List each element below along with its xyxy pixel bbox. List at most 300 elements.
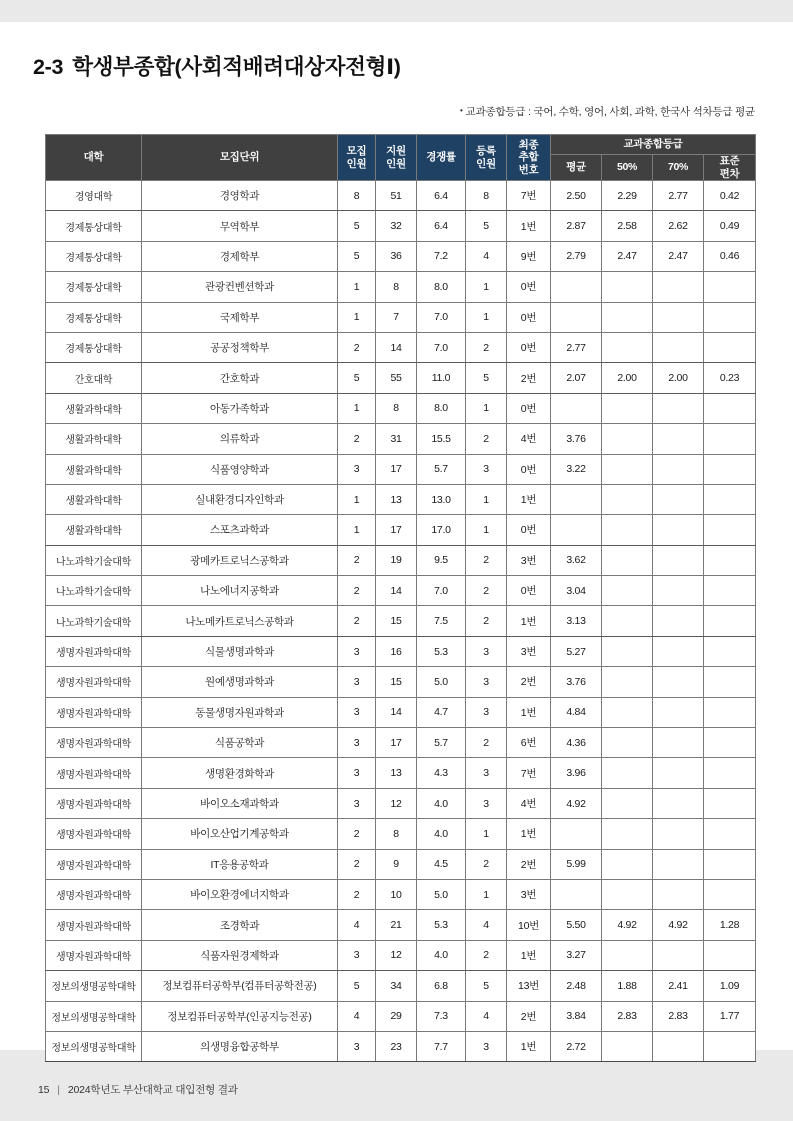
cell-unit: 식물생명과학과 (142, 636, 338, 666)
cell-average (551, 302, 602, 332)
cell-ratio: 6.4 (417, 181, 466, 211)
cell-applicants: 8 (376, 272, 417, 302)
cell-final-waitlist: 0번 (507, 576, 551, 606)
cell-final-waitlist: 1번 (507, 697, 551, 727)
cell-p50 (602, 879, 653, 909)
table-row (46, 363, 756, 393)
column-header-unit: 모집단위 (142, 135, 338, 181)
column-header-p50: 50% (602, 155, 653, 181)
cell-enrolled: 5 (466, 363, 507, 393)
cell-applicants: 17 (376, 728, 417, 758)
cell-university: 정보의생명공학대학 (46, 1031, 142, 1061)
cell-university: 생활과학대학 (46, 454, 142, 484)
cell-average: 3.76 (551, 424, 602, 454)
cell-university: 나노과학기술대학 (46, 576, 142, 606)
cell-university: 생활과학대학 (46, 515, 142, 545)
cell-p70 (653, 393, 704, 423)
cell-quota: 2 (338, 424, 376, 454)
cell-applicants: 34 (376, 971, 417, 1001)
cell-average: 3.84 (551, 1001, 602, 1031)
cell-final-waitlist: 0번 (507, 302, 551, 332)
column-header-applicants-line2: 인원 (386, 157, 406, 170)
cell-final-waitlist: 4번 (507, 424, 551, 454)
cell-stdev (704, 758, 756, 788)
cell-p70: 2.77 (653, 181, 704, 211)
table-row (46, 454, 756, 484)
cell-university: 생명자원과학대학 (46, 940, 142, 970)
cell-university: 생명자원과학대학 (46, 849, 142, 879)
cell-stdev (704, 819, 756, 849)
cell-quota: 2 (338, 606, 376, 636)
cell-enrolled: 3 (466, 667, 507, 697)
cell-final-waitlist: 7번 (507, 181, 551, 211)
cell-final-waitlist: 7번 (507, 758, 551, 788)
cell-p70: 2.83 (653, 1001, 704, 1031)
cell-quota: 1 (338, 272, 376, 302)
cell-ratio: 15.5 (417, 424, 466, 454)
cell-stdev: 0.42 (704, 181, 756, 211)
cell-applicants: 19 (376, 545, 417, 575)
cell-p70 (653, 424, 704, 454)
cell-average: 3.27 (551, 940, 602, 970)
cell-average: 3.96 (551, 758, 602, 788)
cell-university: 나노과학기술대학 (46, 545, 142, 575)
cell-stdev (704, 940, 756, 970)
cell-university: 경제통상대학 (46, 302, 142, 332)
cell-applicants: 51 (376, 181, 417, 211)
cell-quota: 3 (338, 454, 376, 484)
cell-final-waitlist: 10번 (507, 910, 551, 940)
cell-stdev: 1.28 (704, 910, 756, 940)
cell-stdev: 1.09 (704, 971, 756, 1001)
cell-stdev (704, 667, 756, 697)
page-title (33, 50, 401, 81)
cell-average (551, 515, 602, 545)
table-row (46, 272, 756, 302)
cell-enrolled: 1 (466, 484, 507, 514)
cell-university: 생명자원과학대학 (46, 636, 142, 666)
cell-university: 생명자원과학대학 (46, 879, 142, 909)
cell-p70 (653, 667, 704, 697)
table-row (46, 393, 756, 423)
cell-unit: 국제학부 (142, 302, 338, 332)
cell-ratio: 4.3 (417, 758, 466, 788)
table-row (46, 819, 756, 849)
table-row (46, 241, 756, 271)
table-row (46, 211, 756, 241)
column-header-final-line3: 번호 (518, 163, 539, 176)
cell-ratio: 7.0 (417, 576, 466, 606)
column-header-average: 평균 (551, 155, 602, 181)
cell-enrolled: 3 (466, 758, 507, 788)
table-row (46, 940, 756, 970)
cell-p70 (653, 697, 704, 727)
column-header-final-line2: 추합 (518, 151, 539, 164)
cell-university: 생활과학대학 (46, 424, 142, 454)
cell-p50: 2.58 (602, 211, 653, 241)
cell-average (551, 819, 602, 849)
cell-applicants: 31 (376, 424, 417, 454)
cell-university: 생명자원과학대학 (46, 910, 142, 940)
cell-average: 2.79 (551, 241, 602, 271)
cell-final-waitlist: 4번 (507, 788, 551, 818)
cell-p70 (653, 515, 704, 545)
table-row (46, 484, 756, 514)
cell-ratio: 7.0 (417, 302, 466, 332)
cell-p70 (653, 576, 704, 606)
cell-stdev (704, 788, 756, 818)
column-header-university: 대학 (46, 135, 142, 181)
table-row (46, 302, 756, 332)
cell-applicants: 12 (376, 940, 417, 970)
cell-p50: 4.92 (602, 910, 653, 940)
cell-stdev (704, 697, 756, 727)
table-row (46, 667, 756, 697)
cell-university: 생활과학대학 (46, 393, 142, 423)
cell-average: 2.07 (551, 363, 602, 393)
cell-quota: 5 (338, 363, 376, 393)
cell-enrolled: 2 (466, 576, 507, 606)
cell-enrolled: 1 (466, 272, 507, 302)
footer-text: 2024학년도 부산대학교 대입전형 결과 (67, 1084, 238, 1096)
cell-p50 (602, 424, 653, 454)
footer-page-number: 15 (38, 1084, 50, 1096)
cell-p50 (602, 515, 653, 545)
cell-unit: 의생명융합공학부 (142, 1031, 338, 1061)
cell-unit: 나노에너지공학과 (142, 576, 338, 606)
cell-applicants: 17 (376, 454, 417, 484)
cell-ratio: 4.0 (417, 819, 466, 849)
cell-applicants: 10 (376, 879, 417, 909)
cell-applicants: 16 (376, 636, 417, 666)
cell-p50 (602, 849, 653, 879)
cell-final-waitlist: 1번 (507, 1031, 551, 1061)
cell-ratio: 11.0 (417, 363, 466, 393)
cell-applicants: 17 (376, 515, 417, 545)
page-footer (38, 1082, 238, 1097)
cell-quota: 4 (338, 1001, 376, 1031)
cell-average: 3.04 (551, 576, 602, 606)
cell-applicants: 21 (376, 910, 417, 940)
cell-average: 5.99 (551, 849, 602, 879)
cell-ratio: 5.7 (417, 454, 466, 484)
cell-p50 (602, 788, 653, 818)
cell-average: 3.13 (551, 606, 602, 636)
cell-unit: 바이오환경에너지학과 (142, 879, 338, 909)
cell-p70: 4.92 (653, 910, 704, 940)
cell-quota: 3 (338, 788, 376, 818)
table-row (46, 849, 756, 879)
table-row (46, 576, 756, 606)
cell-ratio: 17.0 (417, 515, 466, 545)
cell-final-waitlist: 6번 (507, 728, 551, 758)
cell-unit: 조경학과 (142, 910, 338, 940)
cell-unit: 생명환경화학과 (142, 758, 338, 788)
cell-average: 2.87 (551, 211, 602, 241)
cell-unit: 식품영양학과 (142, 454, 338, 484)
cell-p50: 2.47 (602, 241, 653, 271)
cell-quota: 2 (338, 849, 376, 879)
cell-p50 (602, 940, 653, 970)
cell-p50 (602, 454, 653, 484)
column-header-ratio: 경쟁률 (417, 135, 466, 181)
table-header (46, 135, 756, 181)
cell-p70 (653, 788, 704, 818)
column-header-applicants-line1: 지원 (386, 145, 406, 158)
cell-average: 2.48 (551, 971, 602, 1001)
admissions-results-table (45, 134, 756, 1062)
cell-p50 (602, 758, 653, 788)
cell-p70 (653, 484, 704, 514)
column-header-applicants (376, 135, 417, 181)
cell-quota: 2 (338, 332, 376, 362)
cell-average: 4.36 (551, 728, 602, 758)
cell-average: 3.76 (551, 667, 602, 697)
cell-quota: 1 (338, 515, 376, 545)
cell-enrolled: 2 (466, 424, 507, 454)
cell-ratio: 5.0 (417, 667, 466, 697)
footer-separator: | (57, 1084, 60, 1096)
table-row (46, 758, 756, 788)
cell-quota: 3 (338, 697, 376, 727)
cell-enrolled: 1 (466, 515, 507, 545)
cell-quota: 5 (338, 211, 376, 241)
cell-stdev (704, 424, 756, 454)
cell-enrolled: 4 (466, 1001, 507, 1031)
cell-applicants: 15 (376, 606, 417, 636)
bullet-icon: • (460, 106, 463, 115)
table-row (46, 636, 756, 666)
cell-quota: 1 (338, 393, 376, 423)
cell-average: 3.62 (551, 545, 602, 575)
cell-applicants: 23 (376, 1031, 417, 1061)
cell-applicants: 36 (376, 241, 417, 271)
cell-university: 경제통상대학 (46, 332, 142, 362)
cell-p70: 2.00 (653, 363, 704, 393)
cell-quota: 2 (338, 545, 376, 575)
cell-unit: 나노메카트로닉스공학과 (142, 606, 338, 636)
cell-university: 생명자원과학대학 (46, 758, 142, 788)
cell-enrolled: 4 (466, 241, 507, 271)
cell-p70 (653, 849, 704, 879)
cell-p50: 1.88 (602, 971, 653, 1001)
cell-applicants: 55 (376, 363, 417, 393)
table-note (460, 104, 755, 119)
cell-stdev (704, 484, 756, 514)
cell-unit: 원예생명과학과 (142, 667, 338, 697)
cell-average (551, 393, 602, 423)
cell-unit: 공공정책학부 (142, 332, 338, 362)
cell-p70 (653, 879, 704, 909)
cell-average: 2.77 (551, 332, 602, 362)
cell-unit: 경영학과 (142, 181, 338, 211)
cell-p70 (653, 1031, 704, 1061)
cell-p70 (653, 332, 704, 362)
cell-unit: 관광컨벤션학과 (142, 272, 338, 302)
cell-final-waitlist: 1번 (507, 940, 551, 970)
cell-ratio: 7.3 (417, 1001, 466, 1031)
cell-p70 (653, 302, 704, 332)
cell-ratio: 5.3 (417, 636, 466, 666)
column-header-enrolled-line2: 인원 (476, 157, 496, 170)
cell-enrolled: 2 (466, 940, 507, 970)
cell-ratio: 9.5 (417, 545, 466, 575)
cell-final-waitlist: 0번 (507, 332, 551, 362)
cell-applicants: 32 (376, 211, 417, 241)
cell-enrolled: 3 (466, 636, 507, 666)
cell-stdev (704, 606, 756, 636)
column-header-final-line1: 최종 (518, 138, 539, 151)
cell-applicants: 14 (376, 576, 417, 606)
cell-stdev (704, 576, 756, 606)
cell-p70 (653, 940, 704, 970)
cell-stdev (704, 454, 756, 484)
cell-enrolled: 5 (466, 971, 507, 1001)
cell-final-waitlist: 1번 (507, 606, 551, 636)
cell-average: 4.84 (551, 697, 602, 727)
cell-ratio: 6.8 (417, 971, 466, 1001)
cell-ratio: 6.4 (417, 211, 466, 241)
cell-ratio: 13.0 (417, 484, 466, 514)
cell-final-waitlist: 3번 (507, 636, 551, 666)
cell-quota: 1 (338, 302, 376, 332)
cell-ratio: 7.5 (417, 606, 466, 636)
cell-applicants: 7 (376, 302, 417, 332)
cell-p50 (602, 272, 653, 302)
cell-quota: 5 (338, 971, 376, 1001)
cell-quota: 2 (338, 819, 376, 849)
cell-final-waitlist: 0번 (507, 454, 551, 484)
cell-quota: 2 (338, 879, 376, 909)
cell-p70 (653, 272, 704, 302)
cell-unit: 동물생명자원과학과 (142, 697, 338, 727)
cell-quota: 3 (338, 728, 376, 758)
cell-unit: 식품공학과 (142, 728, 338, 758)
cell-average: 5.27 (551, 636, 602, 666)
cell-quota: 2 (338, 576, 376, 606)
cell-p50 (602, 545, 653, 575)
cell-applicants: 8 (376, 393, 417, 423)
cell-ratio: 7.0 (417, 332, 466, 362)
cell-applicants: 13 (376, 484, 417, 514)
cell-unit: IT응용공학과 (142, 849, 338, 879)
column-header-stdev-line1: 표준 (719, 155, 740, 168)
cell-p50 (602, 576, 653, 606)
cell-unit: 광메카트로닉스공학과 (142, 545, 338, 575)
cell-university: 생명자원과학대학 (46, 667, 142, 697)
cell-stdev (704, 879, 756, 909)
cell-enrolled: 3 (466, 788, 507, 818)
cell-p50 (602, 819, 653, 849)
cell-p70 (653, 454, 704, 484)
cell-average: 2.50 (551, 181, 602, 211)
cell-p70: 2.62 (653, 211, 704, 241)
table-header-row-1 (46, 135, 756, 155)
cell-enrolled: 3 (466, 697, 507, 727)
cell-stdev: 1.77 (704, 1001, 756, 1031)
cell-p50 (602, 728, 653, 758)
cell-quota: 3 (338, 636, 376, 666)
cell-unit: 스포츠과학과 (142, 515, 338, 545)
table-body (46, 181, 756, 1062)
cell-stdev: 0.46 (704, 241, 756, 271)
cell-unit: 의류학과 (142, 424, 338, 454)
cell-unit: 무역학부 (142, 211, 338, 241)
cell-ratio: 8.0 (417, 272, 466, 302)
cell-enrolled: 1 (466, 819, 507, 849)
table-note-text: 교과종합등급 : 국어, 수학, 영어, 사회, 과학, 한국사 석차등급 평균 (465, 106, 755, 118)
cell-stdev (704, 515, 756, 545)
cell-p70: 2.47 (653, 241, 704, 271)
cell-ratio: 4.7 (417, 697, 466, 727)
cell-quota: 4 (338, 910, 376, 940)
column-header-grade-group: 교과종합등급 (551, 135, 756, 155)
cell-ratio: 5.0 (417, 879, 466, 909)
table-row (46, 697, 756, 727)
cell-ratio: 7.7 (417, 1031, 466, 1061)
cell-p70: 2.41 (653, 971, 704, 1001)
cell-average (551, 879, 602, 909)
cell-applicants: 9 (376, 849, 417, 879)
page-title-text: 학생부종합(사회적배려대상자전형Ⅰ) (72, 55, 401, 79)
table-row (46, 181, 756, 211)
cell-stdev (704, 636, 756, 666)
cell-stdev (704, 332, 756, 362)
table-row (46, 1031, 756, 1061)
cell-enrolled: 1 (466, 393, 507, 423)
cell-stdev (704, 849, 756, 879)
cell-quota: 3 (338, 667, 376, 697)
cell-stdev (704, 728, 756, 758)
cell-applicants: 8 (376, 819, 417, 849)
cell-unit: 경제학부 (142, 241, 338, 271)
cell-stdev: 0.49 (704, 211, 756, 241)
cell-unit: 정보컴퓨터공학부(인공지능전공) (142, 1001, 338, 1031)
table-row (46, 424, 756, 454)
table-row (46, 332, 756, 362)
cell-enrolled: 2 (466, 606, 507, 636)
column-header-quota (338, 135, 376, 181)
cell-enrolled: 1 (466, 879, 507, 909)
cell-unit: 실내환경디자인학과 (142, 484, 338, 514)
cell-applicants: 29 (376, 1001, 417, 1031)
cell-p70 (653, 819, 704, 849)
cell-enrolled: 3 (466, 454, 507, 484)
cell-final-waitlist: 13번 (507, 971, 551, 1001)
cell-final-waitlist: 3번 (507, 545, 551, 575)
cell-quota: 3 (338, 940, 376, 970)
table-row (46, 1001, 756, 1031)
cell-ratio: 5.3 (417, 910, 466, 940)
cell-university: 정보의생명공학대학 (46, 1001, 142, 1031)
column-header-final-waitlist (507, 135, 551, 181)
cell-unit: 식품자원경제학과 (142, 940, 338, 970)
cell-university: 생명자원과학대학 (46, 697, 142, 727)
cell-quota: 8 (338, 181, 376, 211)
cell-enrolled: 4 (466, 910, 507, 940)
cell-quota: 5 (338, 241, 376, 271)
column-header-stdev (704, 155, 756, 181)
cell-p70 (653, 728, 704, 758)
cell-p50 (602, 332, 653, 362)
cell-university: 생명자원과학대학 (46, 728, 142, 758)
cell-unit: 아동가족학과 (142, 393, 338, 423)
cell-p50 (602, 636, 653, 666)
cell-enrolled: 2 (466, 728, 507, 758)
cell-university: 경제통상대학 (46, 272, 142, 302)
cell-ratio: 7.2 (417, 241, 466, 271)
cell-ratio: 8.0 (417, 393, 466, 423)
